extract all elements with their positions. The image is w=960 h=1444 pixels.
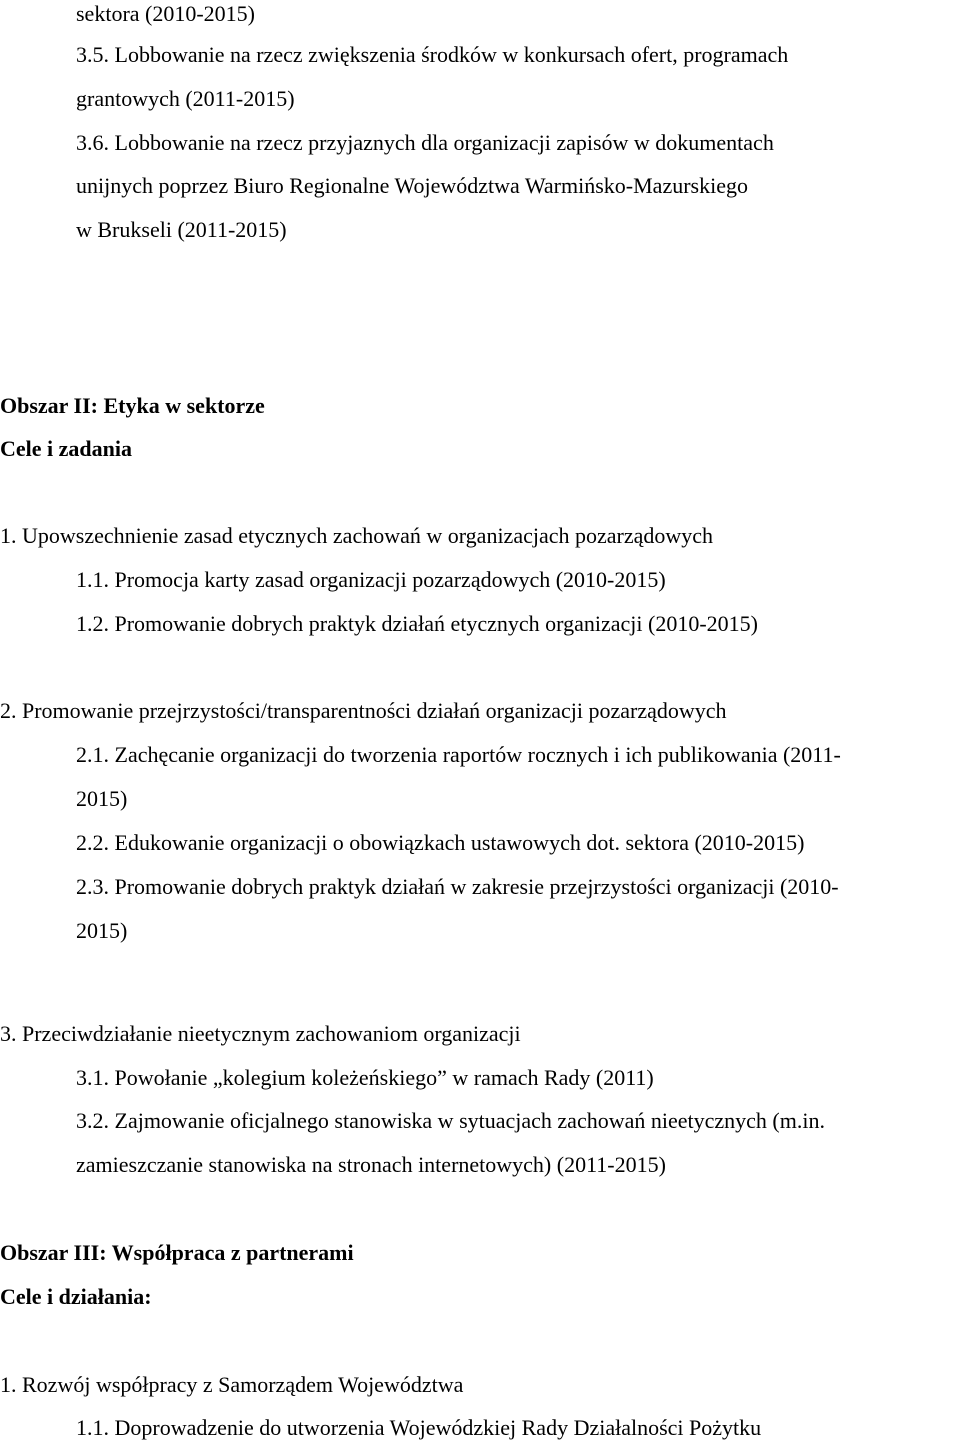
area-2-subheading: Cele i zadania xyxy=(0,436,132,461)
task-3-6-line3: w Brukseli (2011-2015) xyxy=(76,217,287,242)
area-2-heading: Obszar II: Etyka w sektorze xyxy=(0,393,265,418)
task-1-1: 1.1. Promocja karty zasad organizacji pozarządowych (2010-2015) xyxy=(76,567,666,592)
task-3-6-line1: 3.6. Lobbowanie na rzecz przyjaznych dla organizacji zapisów w dokumentach xyxy=(76,130,774,155)
goal-2-2-title: 2. Promowanie przejrzystości/transparentności działań organizacji pozarządowych xyxy=(0,698,727,723)
task-3-2-line2: zamieszczanie stanowiska na stronach internetowych) (2011-2015) xyxy=(76,1152,666,1177)
task-3-1: 3.1. Powołanie „kolegium koleżeńskiego” w ramach Rady (2011) xyxy=(76,1065,654,1090)
area-3-subheading: Cele i działania: xyxy=(0,1284,152,1309)
top-fragment: sektora (2010-2015) xyxy=(76,1,256,26)
task-3-2-line1: 3.2. Zajmowanie oficjalnego stanowiska w sytuacjach zachowań nieetycznych (m.in. xyxy=(76,1108,825,1133)
goal-2-3-title: 3. Przeciwdziałanie nieetycznym zachowaniom organizacji xyxy=(0,1021,521,1046)
goal-3-1-title: 1. Rozwój współpracy z Samorządem Województwa xyxy=(0,1372,464,1397)
task-2-3-line1: 2.3. Promowanie dobrych praktyk działań w zakresie przejrzystości organizacji (2010- xyxy=(76,874,839,899)
area-3-task-1-1: 1.1. Doprowadzenie do utworzenia Wojewódzkiej Rady Działalności Pożytku xyxy=(76,1415,762,1440)
task-3-6-line2: unijnych poprzez Biuro Regionalne Województwa Warmińsko-Mazurskiego xyxy=(76,173,748,198)
goal-2-1-title: 1. Upowszechnienie zasad etycznych zachowań w organizacjach pozarządowych xyxy=(0,523,714,548)
area-3-heading: Obszar III: Współpraca z partnerami xyxy=(0,1240,354,1265)
task-2-1-line1: 2.1. Zachęcanie organizacji do tworzenia raportów rocznych i ich publikowania (2011- xyxy=(76,742,841,767)
task-3-5-line1: 3.5. Lobbowanie na rzecz zwiększenia środków w konkursach ofert, programach xyxy=(76,42,789,67)
task-3-5-line2: grantowych (2011-2015) xyxy=(76,86,295,111)
task-1-2: 1.2. Promowanie dobrych praktyk działań etycznych organizacji (2010-2015) xyxy=(76,611,758,636)
task-2-2: 2.2. Edukowanie organizacji o obowiązkach ustawowych dot. sektora (2010-2015) xyxy=(76,830,805,855)
task-2-3-line2: 2015) xyxy=(76,918,128,943)
task-2-1-line2: 2015) xyxy=(76,786,128,811)
